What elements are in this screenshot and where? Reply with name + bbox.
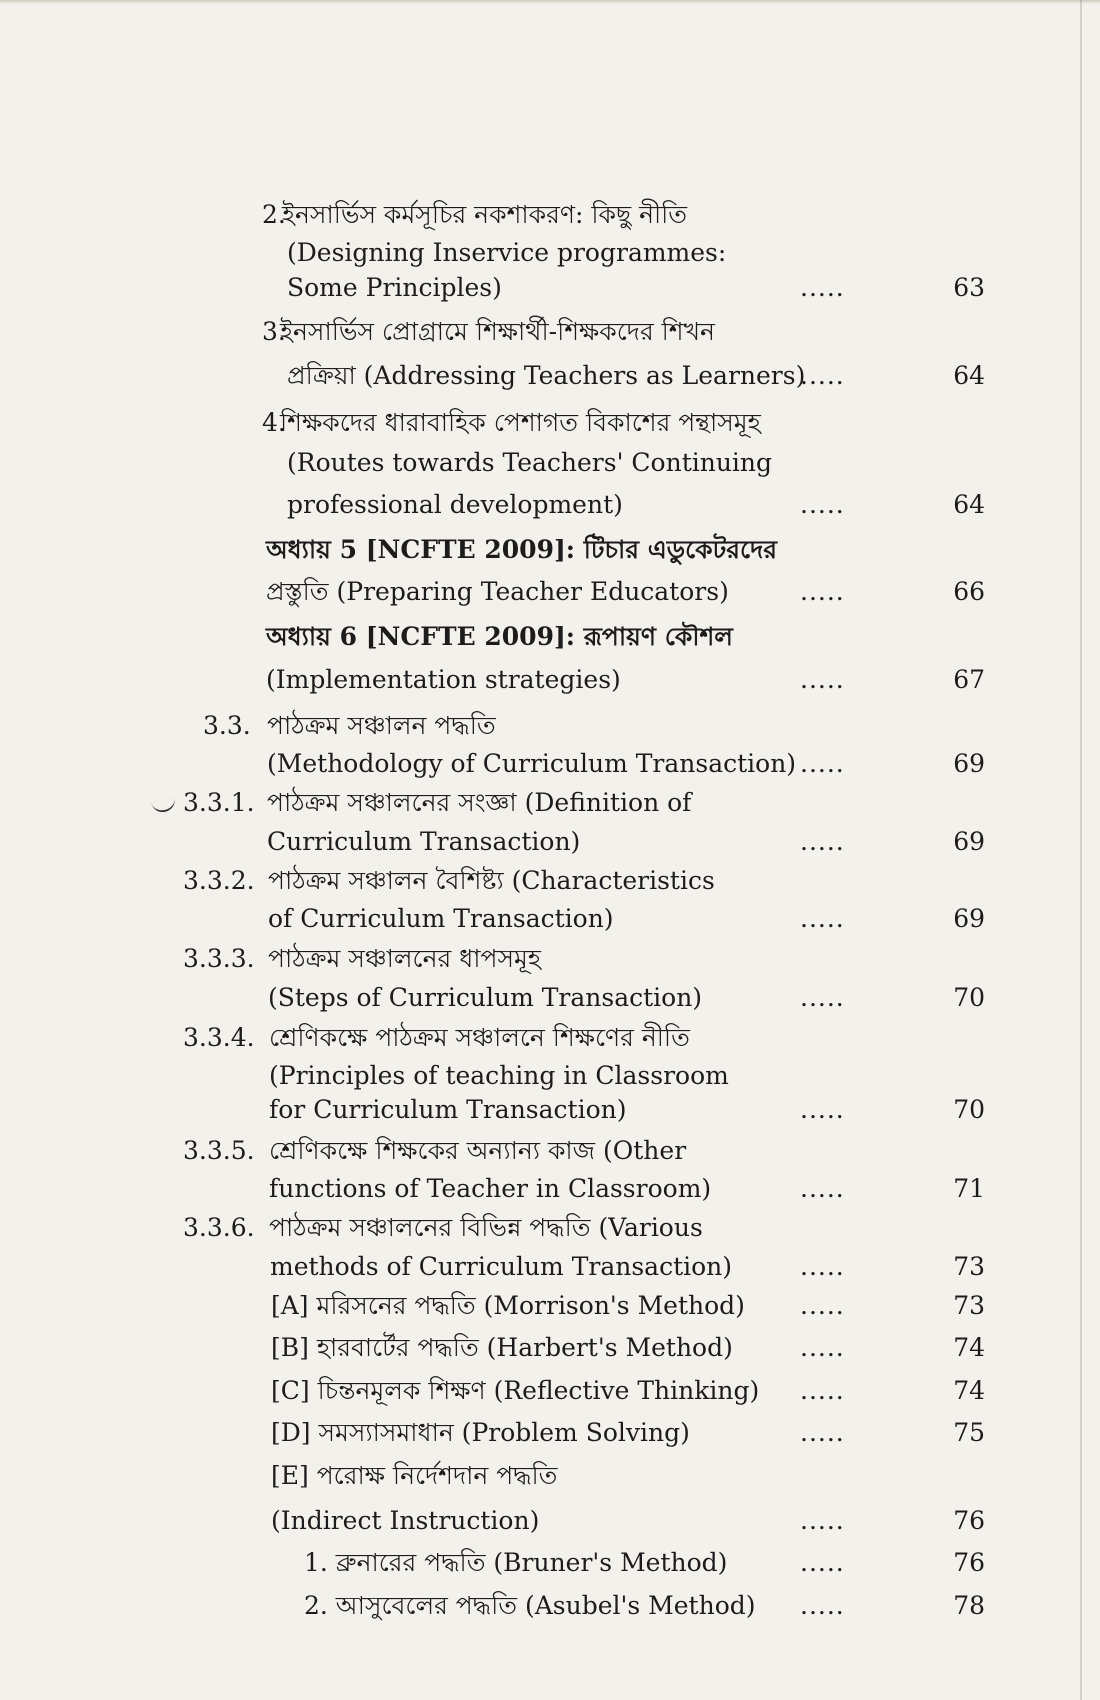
toc-entry-title: পাঠক্রম সঞ্চালনের বিভিন্ন পদ্ধতি (Various [269, 1213, 703, 1242]
toc-entry-number: 2. [262, 200, 286, 229]
toc-entry-leader: ..... [800, 827, 845, 856]
toc-entry-title: (Principles of teaching in Classroom [269, 1061, 729, 1090]
toc-entry-page-number: 66 [953, 577, 985, 606]
toc-entry-leader: ..... [800, 665, 845, 694]
toc-entry-page-number: 76 [953, 1548, 985, 1577]
toc-entry [0, 1371, 1100, 1411]
toc-entry-title: ইনসার্ভিস প্রোগ্রামে শিক্ষার্থী-শিক্ষকদের শিখন [280, 317, 715, 346]
toc-entry-title: [B] হারবার্টের পদ্ধতি (Harbert's Method) [271, 1333, 733, 1362]
toc-entry-page-number: 75 [953, 1418, 985, 1447]
toc-entry-leader: ..... [800, 1291, 845, 1320]
toc-entry-title: (Methodology of Curriculum Transaction) [267, 749, 797, 778]
toc-entry-title: Curriculum Transaction) [267, 827, 581, 856]
toc-entry-title: Some Principles) [287, 273, 502, 302]
toc-entry-page-number: 69 [953, 904, 985, 933]
toc-entry [0, 312, 1100, 352]
toc-entry-title: পাঠক্রম সঞ্চালন পদ্ধতি [267, 711, 496, 740]
toc-entry [0, 706, 1100, 746]
toc-entry-page-number: 73 [953, 1252, 985, 1281]
toc-entry-leader: ..... [800, 1333, 845, 1362]
toc-entry [0, 861, 1100, 901]
toc-entry-title: শ্রেণিকক্ষে শিক্ষকের অন্যান্য কাজ (Other [269, 1136, 687, 1165]
toc-entry-number: 3.3.1. [183, 788, 255, 817]
toc-entry-title: পাঠক্রম সঞ্চালনের ধাপসমূহ [268, 944, 541, 973]
toc-entry [0, 1586, 1100, 1626]
toc-entry-leader: ..... [800, 1418, 845, 1447]
toc-entry-title: প্রস্তুতি (Preparing Teacher Educators) [266, 577, 729, 606]
toc-entry [0, 268, 1100, 308]
toc-entry-title: [D] সমস্যাসমাধান (Problem Solving) [271, 1418, 690, 1447]
toc-entry [0, 485, 1100, 525]
toc-entry-title: functions of Teacher in Classroom) [269, 1174, 712, 1203]
toc-entry [0, 939, 1100, 979]
toc-entry-page-number: 70 [953, 983, 985, 1012]
toc-entry-leader: ..... [800, 1252, 845, 1281]
toc-entry [0, 530, 1100, 570]
toc-entry-number: 3.3.2. [183, 866, 255, 895]
toc-entry-page-number: 67 [953, 665, 985, 694]
toc-entry-title: (Steps of Curriculum Transaction) [268, 983, 703, 1012]
toc-entry-page-number: 74 [953, 1376, 985, 1405]
toc-entry-title: শিক্ষকদের ধারাবাহিক পেশাগত বিকাশের পন্থাসমূহ [280, 408, 761, 437]
toc-entry [0, 1208, 1100, 1248]
toc-entry-page-number: 70 [953, 1095, 985, 1124]
toc-entry [0, 822, 1100, 862]
toc-entry-page-number: 64 [953, 490, 985, 519]
toc-entry-title: অধ্যায় 6 [NCFTE 2009]: রূপায়ণ কৌশল [266, 622, 733, 651]
toc-entry [0, 572, 1100, 612]
toc-entry-page-number: 76 [953, 1506, 985, 1535]
toc-entry [0, 1501, 1100, 1541]
toc-entry-leader: ..... [800, 904, 845, 933]
toc-entry [0, 195, 1100, 235]
toc-entry [0, 1286, 1100, 1326]
toc-entry-title: (Designing Inservice programmes: [287, 238, 727, 267]
toc-entry-leader: ..... [800, 490, 845, 519]
toc-entry-title: অধ্যায় 5 [NCFTE 2009]: টিচার এডুকেটরদের [266, 535, 777, 564]
toc-entry [0, 617, 1100, 657]
toc-entry-title: (Routes towards Teachers' Continuing [287, 448, 773, 477]
toc-entry-title: 1. ব্রুনারের পদ্ধতি (Bruner's Method) [304, 1548, 728, 1577]
toc-entry [0, 1131, 1100, 1171]
toc-entry-number: 3.3.6. [183, 1213, 255, 1242]
toc-entry-leader: ..... [800, 1376, 845, 1405]
toc-entry-title: 2. আসুবেলের পদ্ধতি (Asubel's Method) [304, 1591, 756, 1620]
toc-entry-page-number: 71 [953, 1174, 985, 1203]
toc-entry-title: [C] চিন্তনমূলক শিক্ষণ (Reflective Thinking) [271, 1376, 760, 1405]
toc-entry-title: professional development) [287, 490, 623, 519]
toc-entry [0, 1328, 1100, 1368]
toc-entry-leader: ..... [800, 1506, 845, 1535]
toc-entry-page-number: 64 [953, 361, 985, 390]
toc-entry-title: পাঠক্রম সঞ্চালন বৈশিষ্ট্য (Characteristics [268, 866, 715, 895]
toc-entry [0, 1413, 1100, 1453]
toc-entry-leader: ..... [800, 1591, 845, 1620]
toc-entry [0, 783, 1100, 823]
toc-entry-title: (Implementation strategies) [266, 665, 621, 694]
toc-entry-page-number: 73 [953, 1291, 985, 1320]
toc-entry-number: 4. [262, 408, 286, 437]
toc-entry [0, 443, 1100, 483]
toc-entry [0, 1169, 1100, 1209]
toc-entry-leader: ..... [800, 749, 845, 778]
toc-entry-leader: ..... [800, 577, 845, 606]
toc-entry-leader: ..... [800, 1174, 845, 1203]
toc-entry-page-number: 78 [953, 1591, 985, 1620]
toc-entry-page-number: 74 [953, 1333, 985, 1362]
toc-entry-page-number: 63 [953, 273, 985, 302]
toc-entry-title: methods of Curriculum Transaction) [270, 1252, 733, 1281]
toc-entry-leader: ..... [800, 361, 845, 390]
toc-entry-page-number: 69 [953, 827, 985, 856]
toc-entry-number: 3. [262, 317, 286, 346]
toc-entry-leader: ..... [800, 1095, 845, 1124]
toc-entry-leader: ..... [800, 1548, 845, 1577]
toc-entry-leader: ..... [800, 273, 845, 302]
toc-entry [0, 1456, 1100, 1496]
toc-entry [0, 1090, 1100, 1130]
toc-entry-title: শ্রেণিকক্ষে পাঠক্রম সঞ্চালনে শিক্ষণের নীতি [269, 1023, 690, 1052]
toc-entry-number: 3.3.4. [183, 1023, 255, 1052]
toc-entry-title: প্রক্রিয়া (Addressing Teachers as Learners) [287, 361, 806, 390]
toc-entry-title: পাঠক্রম সঞ্চালনের সংজ্ঞা (Definition of [267, 788, 692, 817]
toc-entry [0, 1543, 1100, 1583]
toc-entry [0, 744, 1100, 784]
toc-entry-number: 3.3.3. [183, 944, 255, 973]
toc-entry-number: 3.3.5. [183, 1136, 255, 1165]
toc-entry [0, 899, 1100, 939]
toc-entry-number: 3.3. [203, 711, 251, 740]
toc-entry [0, 1018, 1100, 1058]
toc-entry [0, 978, 1100, 1018]
toc-entry-leader: ..... [800, 983, 845, 1012]
toc-entry-title: [E] পরোক্ষ নির্দেশদান পদ্ধতি [271, 1461, 558, 1490]
toc-entry-title: for Curriculum Transaction) [269, 1095, 627, 1124]
toc-entry-title: ইনসার্ভিস কর্মসূচির নকশাকরণ: কিছু নীতি [282, 200, 688, 229]
toc-entry [0, 660, 1100, 700]
toc-entry [0, 1247, 1100, 1287]
toc-entry [0, 233, 1100, 273]
toc-entry [0, 403, 1100, 443]
toc-entry-title: (Indirect Instruction) [271, 1506, 540, 1535]
toc-entry [0, 356, 1100, 396]
toc-entry-page-number: 69 [953, 749, 985, 778]
toc-entry-title: of Curriculum Transaction) [268, 904, 614, 933]
toc-entry-title: [A] মরিসনের পদ্ধতি (Morrison's Method) [271, 1291, 745, 1320]
